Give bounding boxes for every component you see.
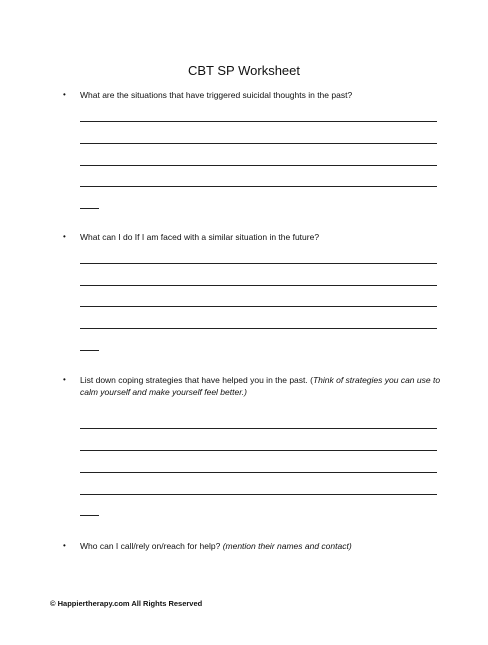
question-4	[63, 540, 443, 552]
question-3	[63, 374, 443, 398]
answer-line	[80, 450, 437, 451]
answer-line-end	[80, 350, 99, 351]
answer-line	[80, 263, 437, 264]
answer-line	[80, 121, 437, 122]
question-4-text: Who can I call/rely on/reach for help? (mention their names and contact)	[80, 541, 352, 551]
page-title: CBT SP Worksheet	[188, 63, 300, 78]
bullet-icon: •	[63, 90, 66, 99]
answer-line	[80, 472, 437, 473]
answer-line	[80, 328, 437, 329]
bullet-icon: •	[63, 375, 66, 384]
answer-line	[80, 306, 437, 307]
answer-line	[80, 285, 437, 286]
answer-line	[80, 165, 437, 166]
answer-line-end	[80, 515, 99, 516]
question-2-text: What can I do If I am faced with a similar situation in the future?	[80, 232, 320, 242]
copyright-footer: © Happiertherapy.com All Rights Reserved	[50, 599, 203, 608]
question-2	[63, 231, 443, 243]
answer-line-end	[80, 208, 99, 209]
bullet-icon: •	[63, 232, 66, 241]
answer-line	[80, 143, 437, 144]
question-1	[63, 89, 443, 101]
question-1-text: What are the situations that have triggered suicidal thoughts in the past?	[80, 90, 353, 100]
answer-line	[80, 494, 437, 495]
question-3-text: List down coping strategies that have helped you in the past. (Think of strategies you can use to calm yourself and make yourself feel better.)	[80, 375, 441, 397]
bullet-icon: •	[63, 541, 66, 550]
answer-line	[80, 428, 437, 429]
answer-line	[80, 186, 437, 187]
